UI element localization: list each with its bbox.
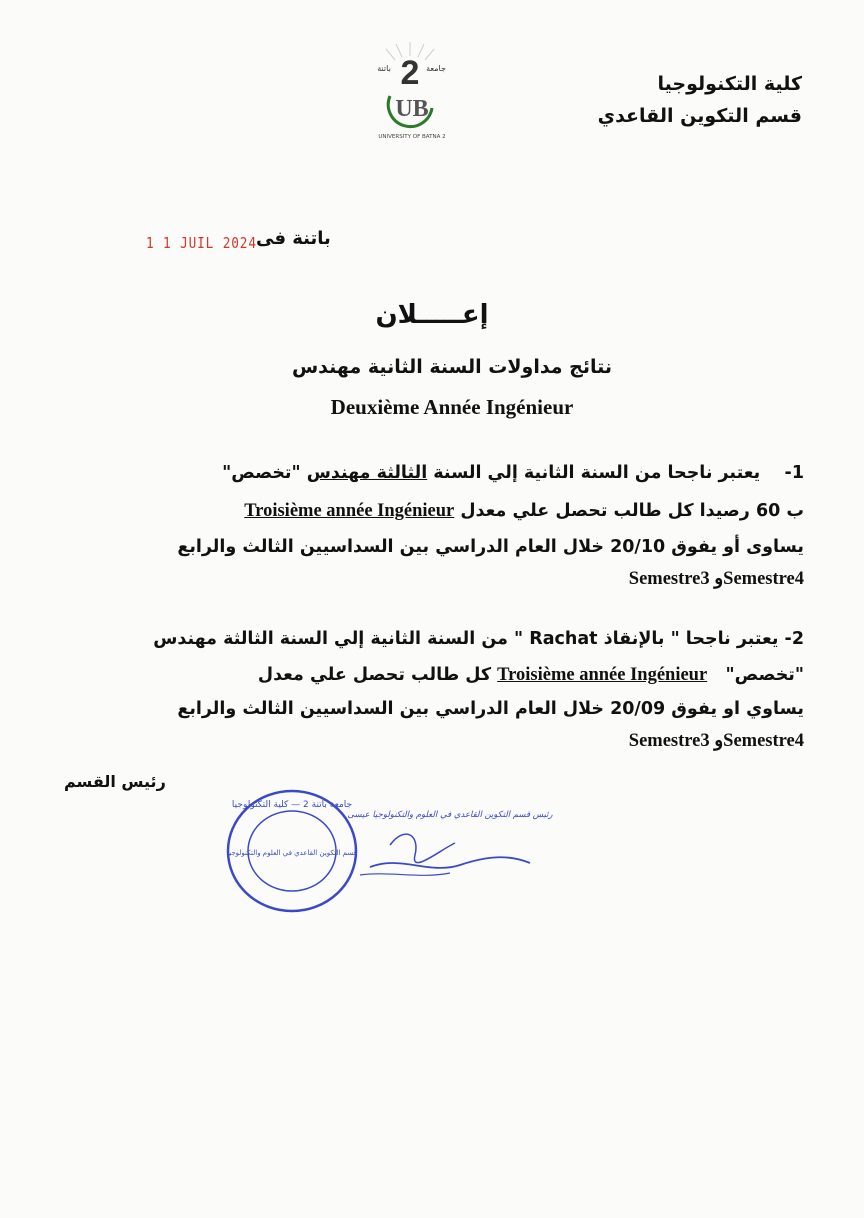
para1-line3: يساوى أو يفوق 20/10 خلال العام الدراسي بين السداسيين الثالث والرابع <box>177 537 804 557</box>
faculty-name: كلية التكنولوجيا <box>657 73 802 95</box>
para1-line1-underlined: الثالثة مهندس <box>306 463 428 483</box>
para2-line3: يساوي او يفوق 20/09 خلال العام الدراسي بين السداسيين الثالث والرابع <box>177 699 804 719</box>
announcement-title-text: إعـــــلان <box>375 300 489 330</box>
subtitle-french: Deuxième Année Ingénieur <box>330 395 574 419</box>
logo-number: 2 <box>400 54 420 92</box>
para2-line2-arabic-b: كل طالب تحصل علي معدل <box>257 665 498 685</box>
department-stamp <box>222 785 368 915</box>
signature <box>347 795 553 895</box>
para1-line2-arabic: ب 60 رصيدا كل طالب تحصل علي معدل <box>454 501 804 521</box>
para1-number: 1- <box>784 463 804 483</box>
para2-line2 <box>84 660 804 690</box>
subtitle-arabic: نتائج مداولات السنة الثانية مهندس <box>291 356 613 378</box>
department-head-label: رئيس القسم <box>64 772 166 791</box>
logo-right-text: جامعة <box>426 64 446 73</box>
stamp-inner-text: قسم التكوين القاعدي في العلوم والتكنولوجيا <box>227 849 357 857</box>
stamp-outer-text: جامعة باتنة 2 — كلية التكنولوجيا <box>231 800 353 810</box>
para2-line2-french: Troisième année Ingénieur <box>497 665 708 685</box>
para2-line4: Semestre3 وSemestre4 <box>628 731 804 751</box>
department-name: قسم التكوين القاعدي <box>597 105 802 127</box>
para2-line1: 2- يعتبر ناجحا " بالإنقاذ Rachat " من السنة الثانية إلي السنة الثالثة مهندس <box>153 629 804 649</box>
para1-line4: Semestre3 وSemestre4 <box>628 569 804 589</box>
logo-arc-text: UNIVERSITY OF BATNA 2 <box>378 134 446 140</box>
date-stamp: 1 1 JUIL 2024 <box>146 234 257 252</box>
date-label: باتنة فى <box>256 228 331 249</box>
para1-line2-french: Troisième année Ingénieur <box>244 501 455 521</box>
logo-left-text: باتنة <box>377 64 391 73</box>
para1-line1-b: "تخصص" <box>222 463 307 483</box>
para2-line2-arabic-a: "تخصص" <box>725 665 804 685</box>
faculty-header <box>502 68 802 132</box>
logo-letters: UB <box>395 96 429 122</box>
university-logo <box>362 38 458 150</box>
announcement-title <box>0 300 864 330</box>
signature-text: رئيس قسم التكوين القاعدي في العلوم والتكنولوجيا عيسى <box>347 810 553 820</box>
para1-line2 <box>84 496 804 526</box>
para1-line1-a: يعتبر ناجحا من السنة الثانية إلي السنة <box>427 463 761 483</box>
para1-line1 <box>84 458 804 488</box>
